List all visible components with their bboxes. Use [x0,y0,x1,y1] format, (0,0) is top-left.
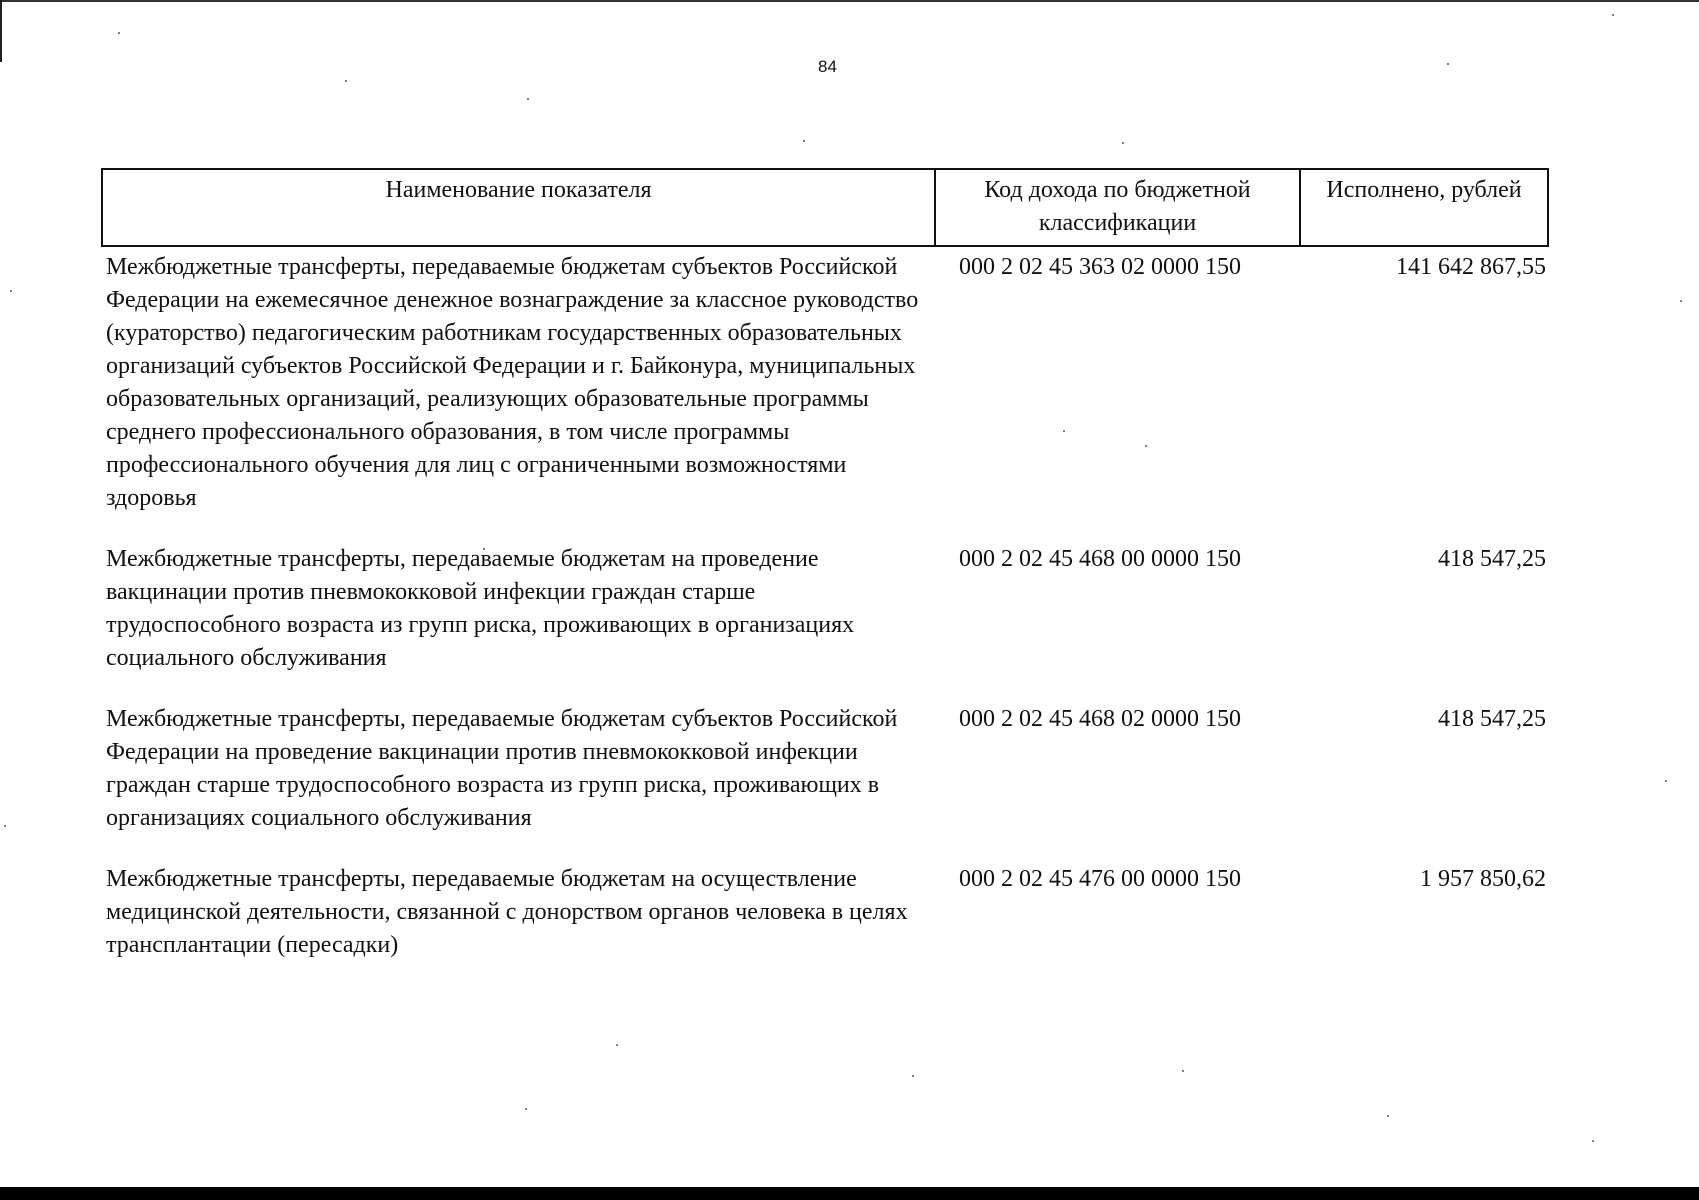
scan-speck [1447,63,1449,65]
executed-amount: 141 642 867,55 [1396,254,1546,280]
table-header-row [102,169,1548,246]
column-header-amount: Исполнено, рублей [1300,169,1548,246]
scan-edge-left [0,0,2,62]
revenue-code: 000 2 02 45 468 02 0000 150 [959,706,1241,732]
revenue-code: 000 2 02 45 476 00 0000 150 [959,866,1241,892]
scan-edge-top [0,0,1699,2]
scan-speck [1612,14,1614,16]
scan-speck [527,98,529,100]
table-row [102,246,1548,543]
scan-speck [1592,1140,1594,1142]
scan-speck [1122,142,1124,144]
executed-amount: 418 547,25 [1438,706,1546,732]
scan-bottom-bar [0,1187,1699,1200]
scan-speck [525,1108,527,1110]
indicator-name: Межбюджетные трансферты, передаваемые бюджетам на осуществление медицинской деятельности, связанной с донорством органов человека в целях трансплантации (пересадки) [106,866,908,958]
scan-speck [4,825,6,827]
executed-amount: 1 957 850,62 [1420,866,1546,892]
table-row [102,703,1548,863]
indicator-name: Межбюджетные трансферты, передаваемые бюджетам субъектов Российской Федерации на проведение вакцинации против пневмококковой инфекции граждан старше трудоспособного возраста из групп риска, проживающих в организациях социального обслуживания [106,706,898,831]
scan-speck [1182,1070,1184,1072]
indicator-name: Межбюджетные трансферты, передаваемые бюджетам на проведение вакцинации против пневмококковой инфекции граждан старше трудоспособного возраста из групп риска, проживающих в организациях социального обслуживания [106,546,855,671]
scan-speck [118,32,120,34]
table-row [102,543,1548,703]
scan-speck [345,80,347,82]
scan-speck [1387,1115,1389,1117]
table-row [102,863,1548,990]
column-header-name: Наименование показателя [102,169,935,246]
scan-speck [10,290,12,292]
revenue-code: 000 2 02 45 468 00 0000 150 [959,546,1241,572]
revenue-table [101,168,1549,990]
scan-speck [1680,300,1682,302]
scan-speck [912,1075,914,1077]
column-header-code: Код дохода по бюджетной классификации [935,169,1300,246]
revenue-code: 000 2 02 45 363 02 0000 150 [959,254,1241,280]
scan-speck [803,140,805,142]
scan-speck [616,1044,618,1046]
page-number: 84 [818,57,837,76]
scan-speck [1665,780,1667,782]
indicator-name: Межбюджетные трансферты, передаваемые бюджетам субъектов Российской Федерации на ежемесячное денежное вознаграждение за классное руководство (кураторство) педагогическим работникам государственных образовательных организаций субъектов Российской Федерации и г. Байконура, муниципальных образовательных организаций, реализующих образовательные программы среднего профессионального образования, в том числе программы профессионального обучения для лиц с ограниченными возможностями здоровья [106,254,919,511]
executed-amount: 418 547,25 [1438,546,1546,572]
